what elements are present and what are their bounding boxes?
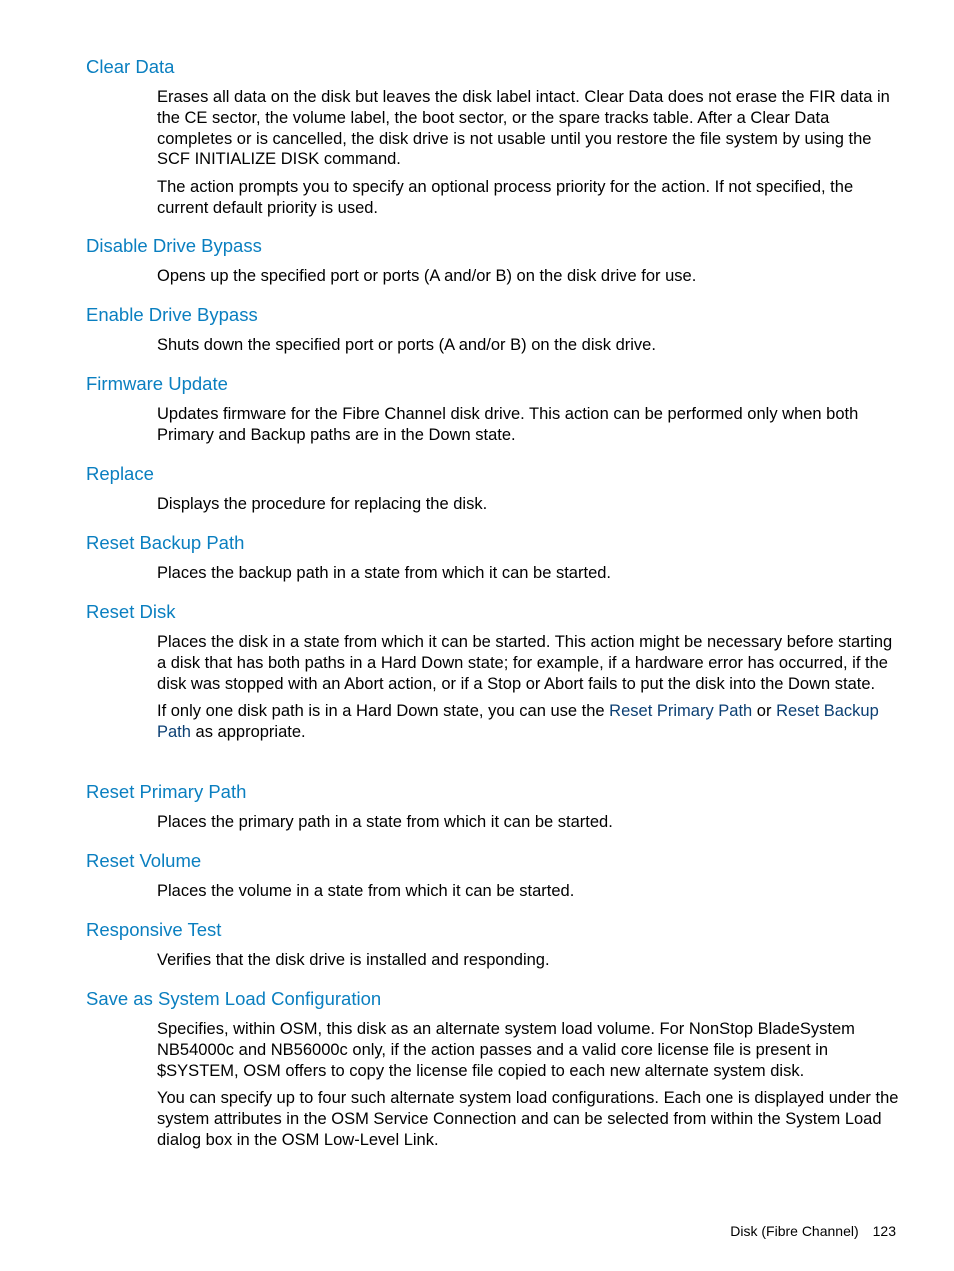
reset-primary-path-link[interactable]: Reset Primary Path <box>609 702 753 721</box>
page-number: 123 <box>872 1223 896 1239</box>
term-save-as-system-load-configuration: Save as System Load Configuration <box>86 988 382 1009</box>
definition-paragraph: Places the disk in a state from which it can be started. This action might be necessary before starting a disk that has both paths in a Hard Down state; for example, if a hardware error has occurred, if the disk was stopped with an Abort action, or if a Stop or Abort fails to put the disk into the Down state. <box>157 633 893 693</box>
reset-backup-path-link[interactable]: Reset Backup Path <box>157 702 879 742</box>
definition-paragraph <box>157 701 899 743</box>
term-reset-backup-path: Reset Backup Path <box>86 532 245 553</box>
definition-enable-drive-bypass <box>157 335 899 356</box>
term-reset-volume: Reset Volume <box>86 850 202 871</box>
definition-disable-drive-bypass <box>157 266 899 287</box>
definition-paragraph: Verifies that the disk drive is installed and responding. <box>157 951 550 969</box>
term-reset-disk: Reset Disk <box>86 601 176 622</box>
term-responsive-test: Responsive Test <box>86 919 222 940</box>
definition-clear-data <box>157 87 899 219</box>
term-reset-primary-path: Reset Primary Path <box>86 781 247 802</box>
note-text-middle: or <box>752 702 777 721</box>
definition-paragraph: Places the backup path in a state from which it can be started. <box>157 564 611 582</box>
definition-paragraph: Specifies, within OSM, this disk as an alternate system load volume. For NonStop BladeSystem NB54000c and NB56000c only, if the action passes and a valid core license file is present in $SYSTEM, OSM offers to copy the license file copied to each new alternate system disk. <box>157 1020 855 1080</box>
definition-save-as-system-load-configuration <box>157 1019 899 1151</box>
term-clear-data: Clear Data <box>86 56 175 77</box>
note-text-before: If only one disk path is in a Hard Down state, you can use the <box>157 702 610 721</box>
definition-reset-primary-path <box>157 812 899 833</box>
definition-paragraph: The action prompts you to specify an optional process priority for the action. If not specified, the current default priority is used. <box>157 178 854 217</box>
term-replace: Replace <box>86 463 154 484</box>
term-disable-drive-bypass: Disable Drive Bypass <box>86 235 262 256</box>
definition-firmware-update <box>157 404 899 446</box>
definition-paragraph: Updates firmware for the Fibre Channel disk drive. This action can be performed only when both Primary and Backup paths are in the Down state. <box>157 405 859 444</box>
page-footer <box>730 1222 896 1240</box>
definition-replace <box>157 494 899 515</box>
term-enable-drive-bypass: Enable Drive Bypass <box>86 304 258 325</box>
note-text-after: as appropriate. <box>190 723 306 742</box>
definition-paragraph: You can specify up to four such alternate system load configurations. Each one is displayed under the system attributes in the OSM Service Connection and can be selected from within the System Load dialog box in the OSM Low-Level Link. <box>157 1089 899 1149</box>
definition-paragraph: Places the volume in a state from which it can be started. <box>157 882 575 900</box>
definition-reset-disk <box>157 632 899 743</box>
definition-reset-backup-path <box>157 563 899 584</box>
definition-responsive-test <box>157 950 899 971</box>
definition-paragraph: Displays the procedure for replacing the disk. <box>157 495 488 513</box>
term-firmware-update: Firmware Update <box>86 373 228 394</box>
definition-paragraph: Places the primary path in a state from which it can be started. <box>157 813 613 831</box>
definition-reset-volume <box>157 881 899 902</box>
definition-paragraph: Opens up the specified port or ports (A and/or B) on the disk drive for use. <box>157 267 697 285</box>
definition-paragraph: Erases all data on the disk but leaves the disk label intact. Clear Data does not erase the FIR data in the CE sector, the volume label, the boot sector, or the spare tracks table. After a Clear Data completes or is cancelled, the disk drive is not usable until you restore the file system by using the SCF INITIALIZE DISK command. <box>157 88 890 169</box>
footer-section-title: Disk (Fibre Channel) <box>730 1223 859 1239</box>
definition-paragraph: Shuts down the specified port or ports (A and/or B) on the disk drive. <box>157 336 656 354</box>
